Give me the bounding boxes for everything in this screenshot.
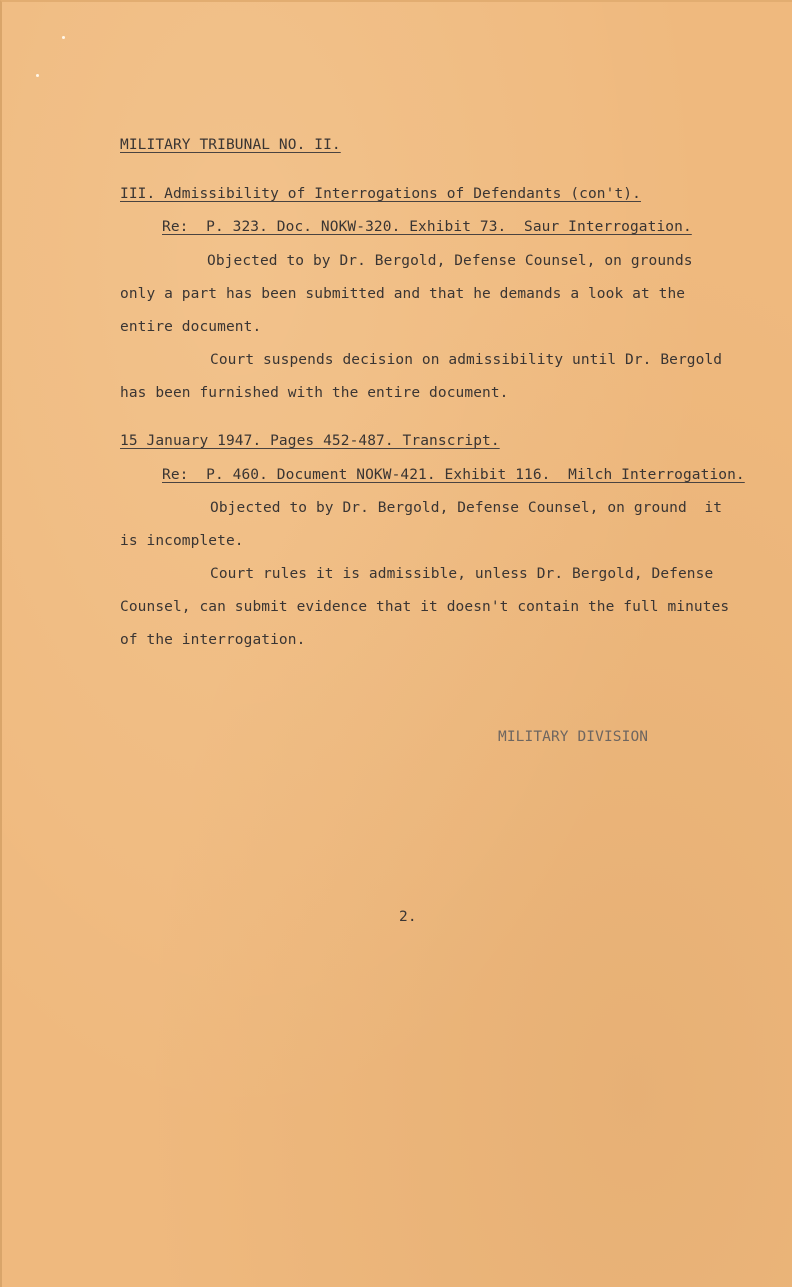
paragraph-line: Objected to by Dr. Bergold, Defense Counsel, on grounds: [207, 253, 693, 269]
paragraph-line: of the interrogation.: [120, 632, 306, 648]
tribunal-header: MILITARY TRIBUNAL NO. II.: [120, 137, 341, 153]
paragraph-line: has been furnished with the entire document.: [120, 385, 509, 401]
paragraph-line: entire document.: [120, 319, 262, 335]
paragraph-line: Court suspends decision on admissibility until Dr. Bergold: [210, 352, 723, 368]
reference-line-saur: Re: P. 323. Doc. NOKW-320. Exhibit 73. Saur Interrogation.: [162, 219, 692, 235]
paragraph-line: is incomplete.: [120, 533, 244, 549]
date-heading: 15 January 1947. Pages 452-487. Transcript.: [120, 433, 500, 449]
paragraph-line: only a part has been submitted and that he demands a look at the: [120, 286, 686, 302]
signature-block: MILITARY DIVISION: [498, 729, 649, 745]
paragraph-line: Counsel, can submit evidence that it doesn't contain the full minutes: [120, 599, 730, 615]
section-heading: III. Admissibility of Interrogations of Defendants (con't).: [120, 186, 641, 202]
page-number: 2.: [399, 909, 417, 925]
reference-line-milch: Re: P. 460. Document NOKW-421. Exhibit 116. Milch Interrogation.: [162, 467, 745, 483]
paragraph-line: Objected to by Dr. Bergold, Defense Counsel, on ground it: [210, 500, 723, 516]
paragraph-line: Court rules it is admissible, unless Dr. Bergold, Defense: [210, 566, 714, 582]
paper-speck: [36, 74, 39, 77]
paper-speck: [62, 36, 65, 39]
